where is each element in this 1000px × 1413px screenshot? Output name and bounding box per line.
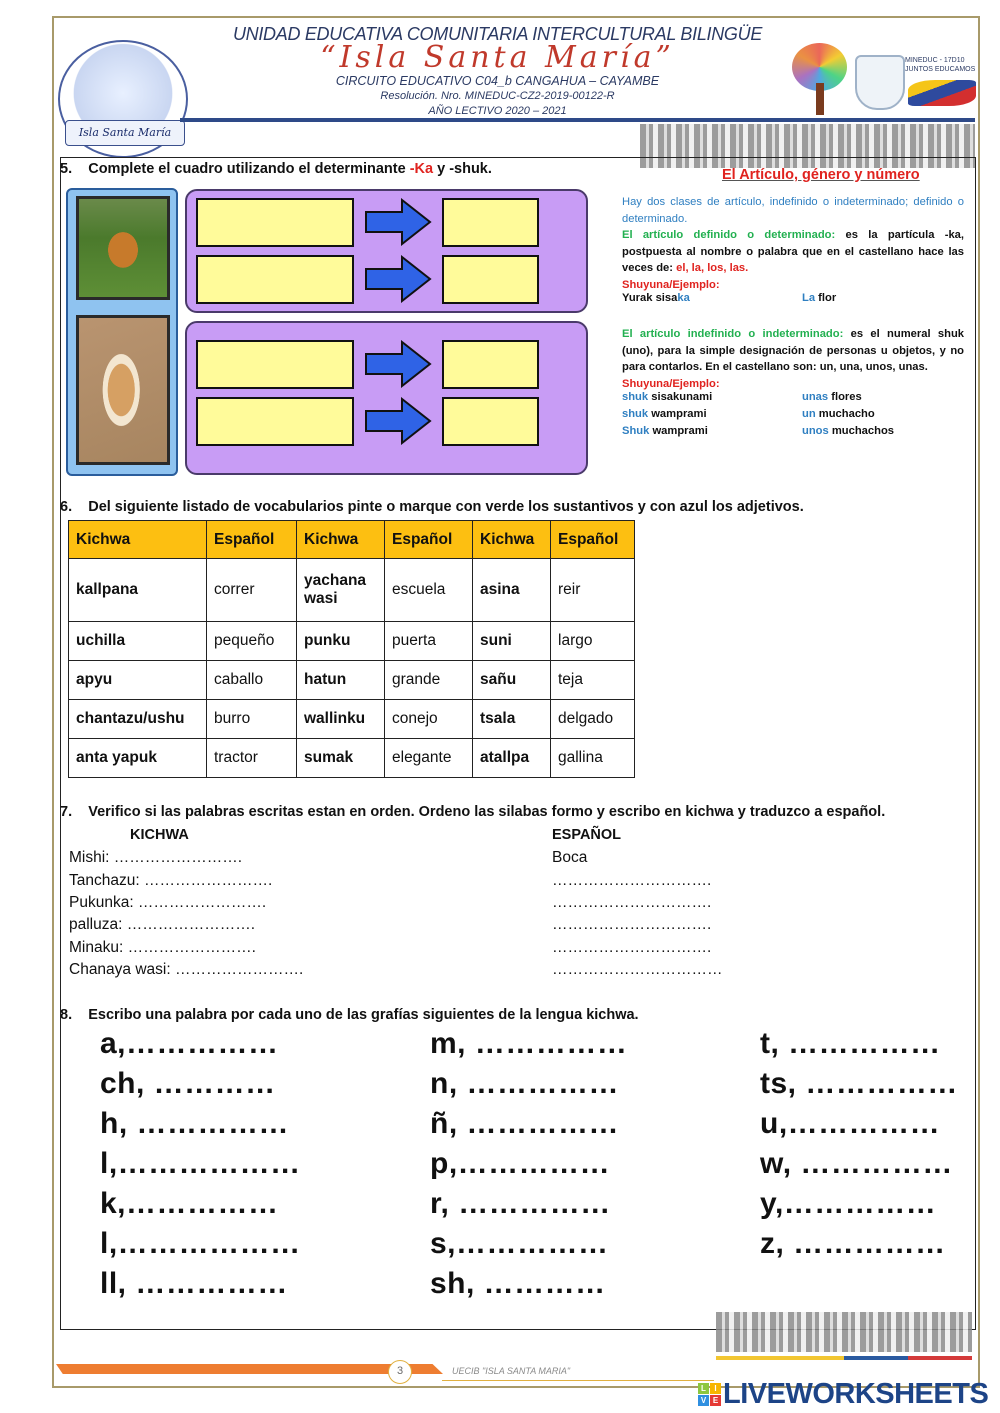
tree-logo [792, 35, 847, 115]
table-row [69, 739, 635, 778]
shuk-word: shuk [622, 391, 649, 403]
vocab-cell[interactable]: largo [551, 622, 635, 661]
indef-example-spanish [802, 408, 875, 420]
q5-output-1-1[interactable] [442, 198, 539, 247]
kichwa-noun: sisakunami [648, 391, 713, 403]
vocab-cell[interactable]: asina [473, 559, 551, 622]
q8-title [60, 1007, 639, 1023]
col-header: Kichwa [69, 521, 207, 559]
grafia-item[interactable]: w, …………… [760, 1147, 953, 1180]
vocab-cell[interactable]: caballo [207, 661, 297, 700]
grafia-item[interactable]: sh, ………… [430, 1267, 606, 1300]
animal-panel [66, 188, 178, 476]
shuk-word: shuk [622, 408, 649, 420]
grafia-item[interactable]: a,…………… [100, 1027, 279, 1060]
vocab-cell[interactable]: grande [385, 661, 473, 700]
q7-title-text: Verifico si las palabras escritas estan en orden. Ordeno las silabas formo y escribo en kichwa y traduzco a español. [88, 804, 886, 820]
vocab-cell[interactable]: conejo [385, 700, 473, 739]
spanish-noun: flores [828, 391, 862, 403]
footer-gold-line [442, 1380, 714, 1381]
col-header: Kichwa [473, 521, 551, 559]
vocab-cell[interactable]: tractor [207, 739, 297, 778]
indef-example-kichwa [622, 408, 707, 420]
q5-number: 5. [60, 161, 73, 177]
shuk-word: Shuk [622, 425, 650, 437]
example-kichwa-suffix: ka [677, 292, 690, 304]
q5-title-pre: Complete el cuadro utilizando el determinante [88, 161, 410, 177]
indef-example-spanish [802, 391, 862, 403]
grafia-item[interactable]: l,……………… [100, 1147, 301, 1180]
definido-example-spanish [802, 292, 836, 304]
flag-swoosh-logo [908, 80, 976, 106]
hen-photo [76, 196, 170, 300]
grafia-item[interactable]: y,…………… [760, 1187, 937, 1220]
grafia-item[interactable]: ll, …………… [100, 1267, 288, 1300]
school-year-label: AÑO LECTIVO 2020 – 2021 [428, 105, 567, 117]
q7-translation[interactable]: Boca [552, 849, 588, 866]
grafia-item[interactable]: ts, …………… [760, 1067, 958, 1100]
vocab-cell[interactable]: reir [551, 559, 635, 622]
vocab-cell[interactable]: anta yapuk [69, 739, 207, 778]
grafia-item[interactable]: s,…………… [430, 1227, 609, 1260]
spanish-noun: muchacho [815, 408, 875, 420]
q6-title-text: Del siguiente listado de vocabularios pinte o marque con verde los sustantivos y con azul los adjetivos. [88, 499, 804, 515]
vocab-cell[interactable]: apyu [69, 661, 207, 700]
vocab-cell[interactable]: wallinku [297, 700, 385, 739]
q5-input-1-2[interactable] [196, 255, 354, 304]
table-row [69, 700, 635, 739]
example-spanish-rest: flor [815, 292, 837, 304]
grafia-item[interactable]: m, …………… [430, 1027, 628, 1060]
vocab-cell[interactable]: hatun [297, 661, 385, 700]
vocab-cell[interactable]: gallina [551, 739, 635, 778]
q7-title [60, 804, 885, 820]
q7-word[interactable]: Pukunka: ……………………. [69, 894, 267, 911]
arrow-right-icon [364, 198, 432, 246]
grafia-item[interactable]: h, …………… [100, 1107, 289, 1140]
vocab-cell[interactable]: puerta [385, 622, 473, 661]
table-row [69, 559, 635, 622]
school-crest-logo [58, 40, 188, 158]
indefinido-label: El artículo indefinido o indeterminado: [622, 328, 844, 340]
q7-translation[interactable]: …………………………. [552, 872, 712, 889]
articulo-title: El Artículo, género y número [722, 167, 920, 183]
vocab-cell[interactable]: teja [551, 661, 635, 700]
vocab-cell[interactable]: burro [207, 700, 297, 739]
school-name: “Isla Santa María” [320, 40, 675, 75]
q7-translation[interactable]: …………………………. [552, 916, 712, 933]
grafia-item[interactable]: k,…………… [100, 1187, 279, 1220]
vocab-cell[interactable]: sumak [297, 739, 385, 778]
liveworksheets-logo[interactable] [698, 1378, 988, 1411]
vocab-cell[interactable]: yachana wasi [297, 559, 385, 622]
circuit-label: CIRCUITO EDUCATIVO C04_b CANGAHUA – CAYAMBE [335, 74, 660, 88]
articulo-intro: Hay dos clases de artículo, indefinido o indeterminado; definido o determinado. [622, 196, 964, 225]
greek-pattern-bottom [716, 1312, 972, 1352]
col-header: Español [551, 521, 635, 559]
grafia-item[interactable]: r, …………… [430, 1187, 611, 1220]
q5-title-post: y -shuk. [433, 161, 492, 177]
vocab-cell[interactable]: kallpana [69, 559, 207, 622]
ecuador-shield-logo [855, 55, 905, 110]
indefinido-text: es el numeral shuk (uno), para la simple designación de personas u objetos, y no para contarlos. En el castellano son: un, una, unos, unas. [622, 328, 964, 373]
juntos-educamos: JUNTOS EDUCAMOS [905, 66, 976, 73]
grafia-item[interactable]: ñ, …………… [430, 1107, 619, 1140]
q7-word[interactable]: Tanchazu: ……………………. [69, 872, 273, 889]
q5-title-ka: -Ka [409, 161, 434, 177]
q5-title [60, 161, 492, 177]
dog-photo [76, 315, 170, 465]
articulo-indefinido-text [622, 326, 964, 392]
vocab-cell[interactable]: atallpa [473, 739, 551, 778]
q5-input-1-1[interactable] [196, 198, 354, 247]
spanish-noun: muchachos [828, 425, 895, 437]
q7-number: 7. [60, 804, 73, 820]
brand-name: LIVEWORKSHEETS [723, 1378, 989, 1410]
vocab-cell[interactable]: chantazu/ushu [69, 700, 207, 739]
table-row [69, 661, 635, 700]
definido-label: El artículo definido o determinado: [622, 229, 836, 241]
q5-output-2-2[interactable] [442, 397, 539, 446]
col-header: Español [207, 521, 297, 559]
spanish-article: unos [802, 425, 829, 437]
grafia-item[interactable]: u,…………… [760, 1107, 941, 1140]
arrow-right-icon [364, 340, 432, 388]
vocab-cell[interactable]: pequeño [207, 622, 297, 661]
definido-articles: el, la, los, las. [676, 262, 749, 274]
vocab-cell[interactable]: correr [207, 559, 297, 622]
example-label: Shuyuna/Ejemplo: [622, 278, 720, 291]
grafia-item[interactable]: l,……………… [100, 1227, 301, 1260]
grafia-item[interactable]: p,…………… [430, 1147, 611, 1180]
page-number: 3 [388, 1360, 412, 1384]
resolution-label: Resolución. Nro. MINEDUC-CZ2-2019-00122-R [380, 90, 615, 102]
vocab-cell[interactable]: suni [473, 622, 551, 661]
mineduc-code: MINEDUC - 17D10 [905, 57, 965, 64]
q5-input-2-1[interactable] [196, 340, 354, 389]
q7-col-kichwa: KICHWA [130, 827, 189, 843]
vocab-cell[interactable]: sañu [473, 661, 551, 700]
mineduc-logo-text [905, 56, 977, 74]
definido-text: es la partícula -ka, postpuesta al nombre o palabra que en el castellano hace las veces de: [622, 229, 964, 274]
vocab-cell[interactable]: tsala [473, 700, 551, 739]
crest-ribbon: Isla Santa María [65, 120, 185, 146]
example-spanish-article: La [802, 292, 816, 304]
kichwa-noun: wamprami [648, 408, 707, 420]
q7-word[interactable]: Chanaya wasi: ……………………. [69, 961, 304, 978]
kichwa-noun: wamprami [649, 425, 708, 437]
q8-number: 8. [60, 1007, 73, 1023]
indef-example-spanish [802, 425, 894, 437]
indef-example-kichwa [622, 391, 712, 403]
live-tiles-icon [698, 1383, 721, 1406]
footer-school-label: UECIB "ISLA SANTA MARIA" [452, 1366, 571, 1376]
q7-col-espanol: ESPAÑOL [552, 827, 622, 843]
grafia-item[interactable]: ch, ………… [100, 1067, 276, 1100]
q7-translation[interactable]: …………………………… [552, 961, 723, 978]
q5-output-2-1[interactable] [442, 340, 539, 389]
vocab-cell[interactable]: escuela [385, 559, 473, 622]
q8-title-text: Escribo una palabra por cada uno de las grafías siguientes de la lengua kichwa. [88, 1007, 639, 1023]
q7-translation[interactable]: …………………………. [552, 894, 712, 911]
vocab-cell[interactable]: punku [297, 622, 385, 661]
grafia-item[interactable]: n, …………… [430, 1067, 619, 1100]
q6-title [60, 499, 804, 515]
example-label: Shuyuna/Ejemplo: [622, 377, 720, 390]
arrow-right-icon [364, 397, 432, 445]
tile-l: L [698, 1383, 709, 1394]
tile-v: V [698, 1395, 709, 1406]
grafia-item[interactable]: t, …………… [760, 1027, 941, 1060]
articulo-definido-text [622, 194, 964, 293]
flag-color-stripe [716, 1356, 972, 1360]
vocab-table [68, 520, 635, 778]
table-row [69, 622, 635, 661]
footer-orange-bar [56, 1364, 396, 1374]
q7-word[interactable]: palluza: ……………………. [69, 916, 256, 933]
q7-word[interactable]: Minaku: ……………………. [69, 939, 256, 956]
spanish-article: un [802, 408, 816, 420]
table-header-row [69, 521, 635, 559]
grafia-item[interactable]: z, …………… [760, 1227, 946, 1260]
q5-output-1-2[interactable] [442, 255, 539, 304]
vocab-cell[interactable]: uchilla [69, 622, 207, 661]
arrow-right-icon [364, 255, 432, 303]
tile-e: E [710, 1395, 721, 1406]
example-kichwa-word: Yurak sisa [622, 292, 678, 304]
header-rule [180, 118, 975, 122]
institution-name: UNIDAD EDUCATIVA COMUNITARIA INTERCULTURAL BILINGÜE [232, 24, 763, 44]
q6-number: 6. [60, 499, 73, 515]
col-header: Español [385, 521, 473, 559]
vocab-cell[interactable]: elegante [385, 739, 473, 778]
col-header: Kichwa [297, 521, 385, 559]
vocab-cell[interactable]: delgado [551, 700, 635, 739]
q5-input-2-2[interactable] [196, 397, 354, 446]
tile-i: I [710, 1383, 721, 1394]
spanish-article: unas [802, 391, 829, 403]
q7-translation[interactable]: …………………………. [552, 939, 712, 956]
indef-example-kichwa [622, 425, 708, 437]
definido-example-kichwa [622, 292, 690, 304]
q7-word[interactable]: Mishi: ……………………. [69, 849, 243, 866]
